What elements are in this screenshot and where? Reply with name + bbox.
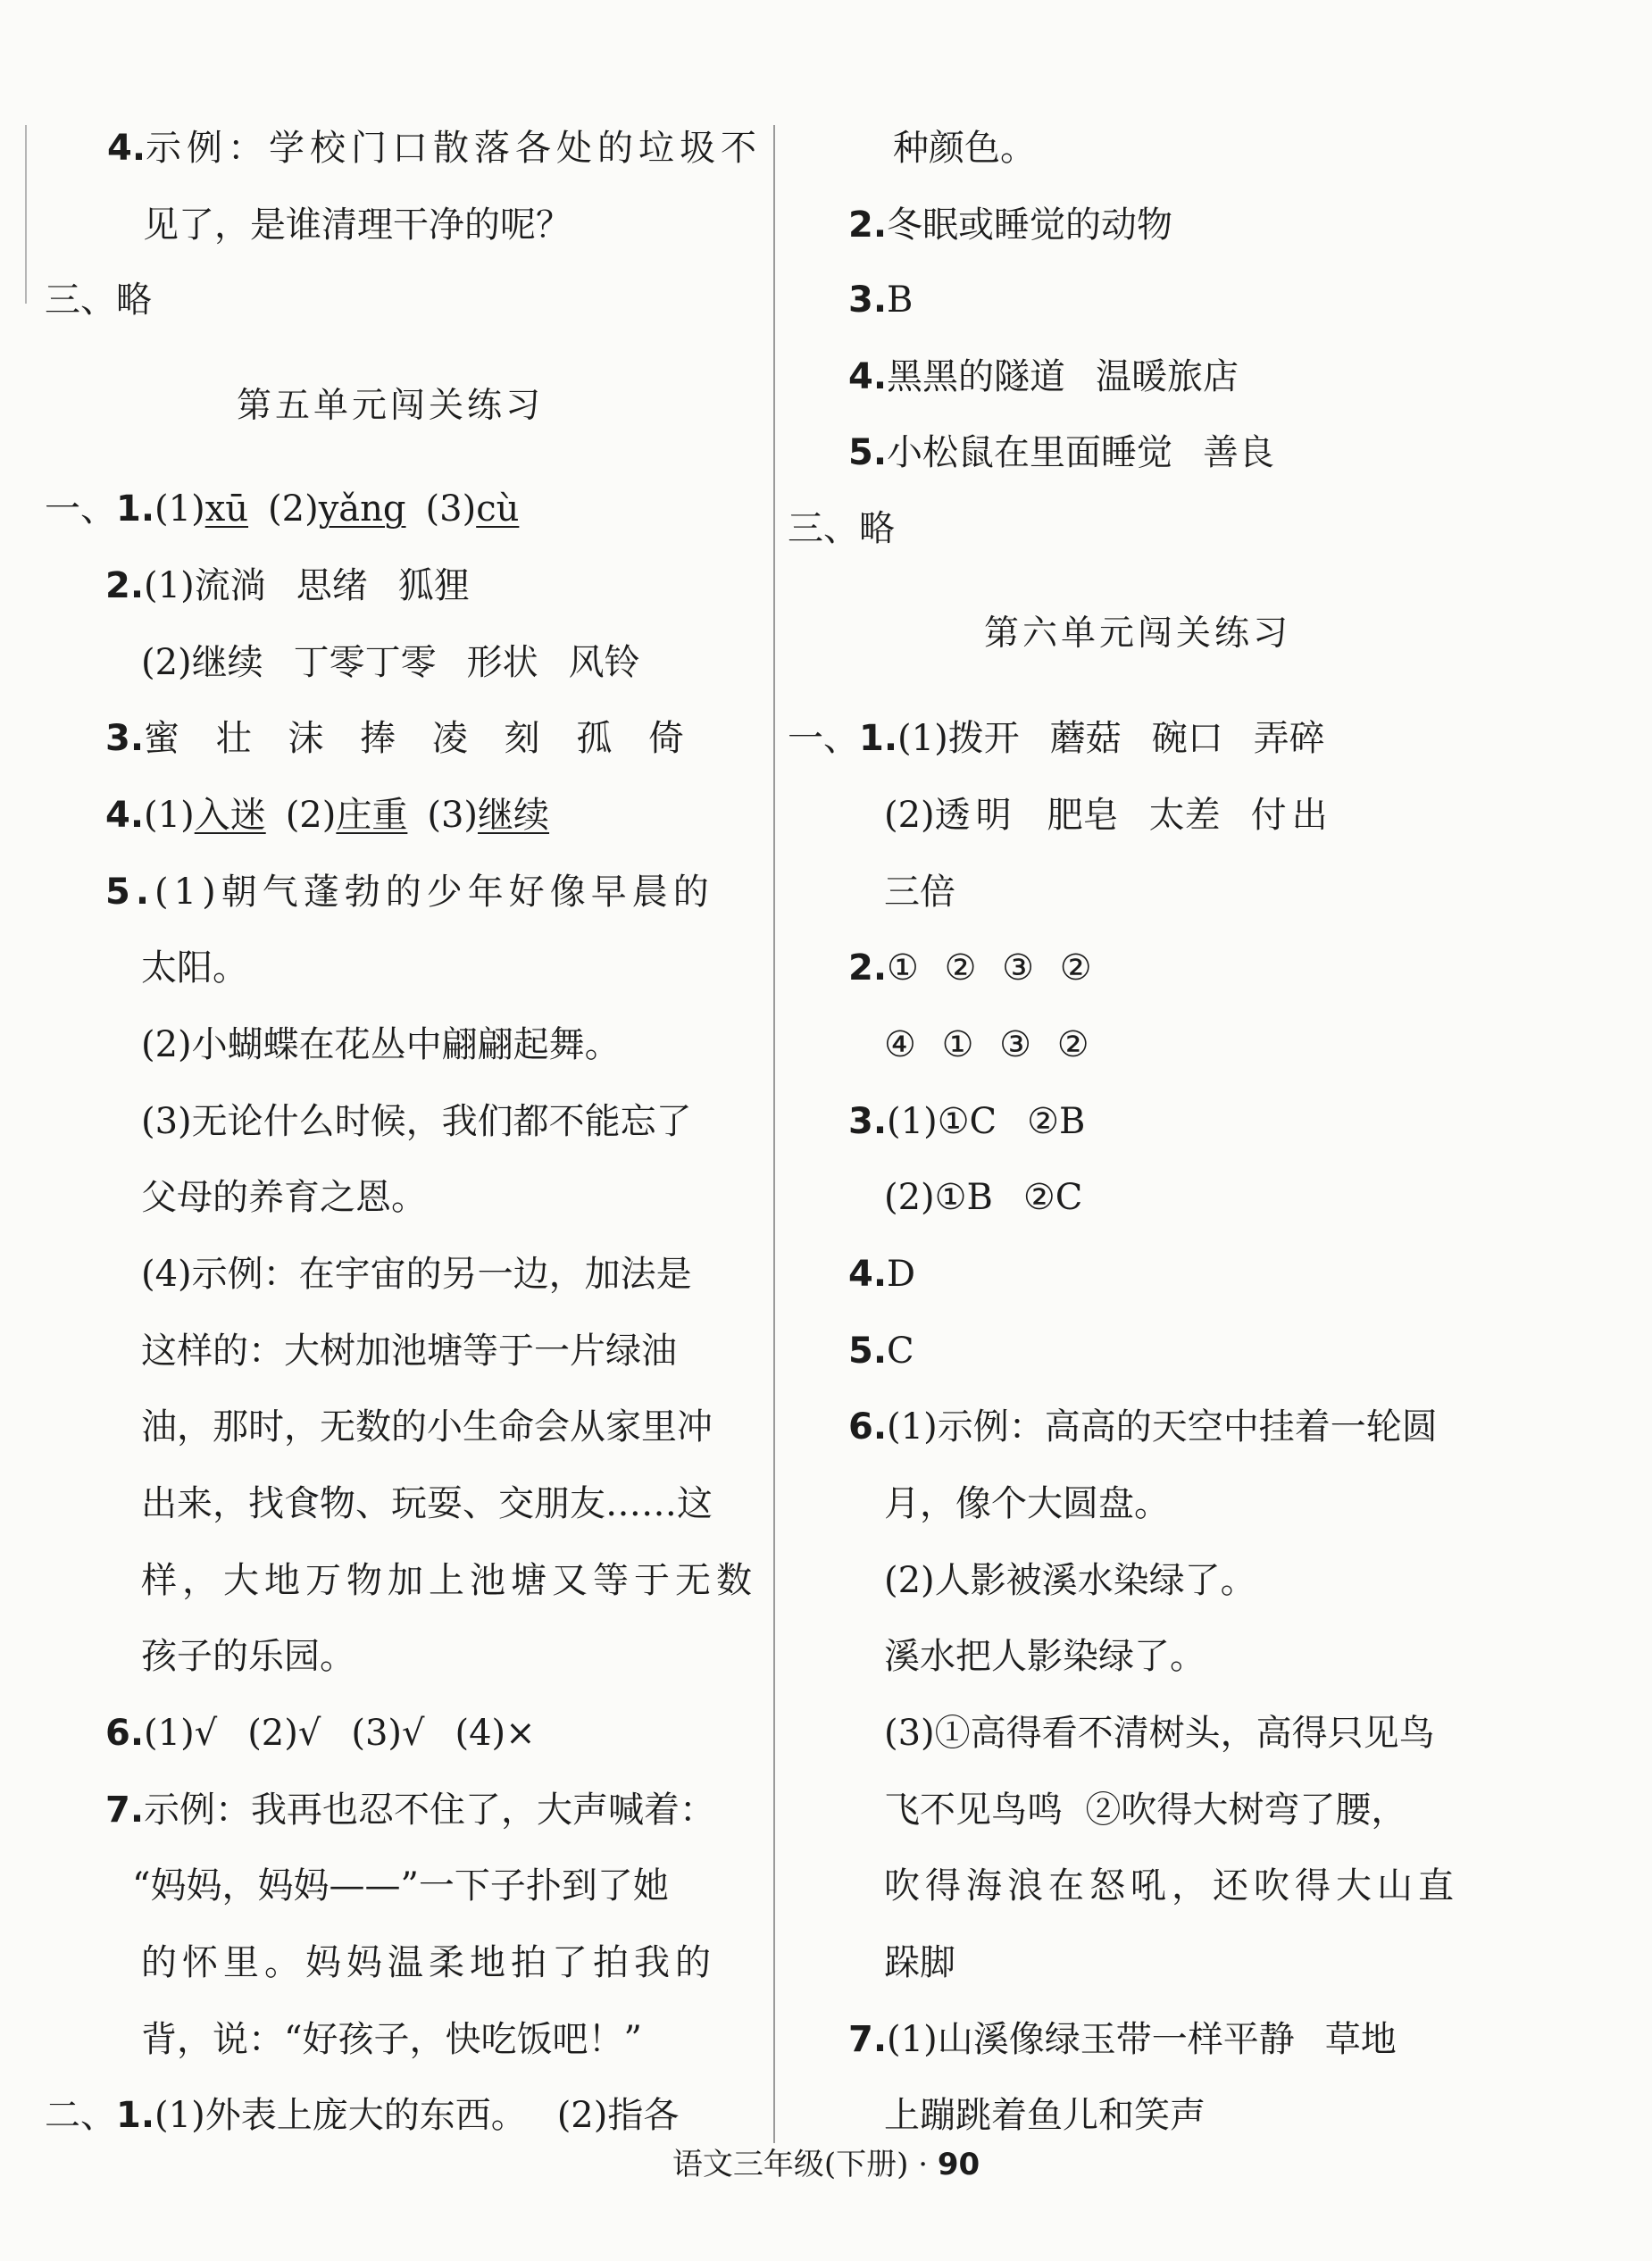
sub-label: (1) [144,795,195,836]
pinyin-answer: cù [476,488,520,530]
word-answer: 流淌 [194,565,266,606]
answer-line: 上蹦跳着鱼儿和笑声 [884,2095,1206,2136]
answer-text: D [887,1254,916,1295]
sub-label: (3) [425,488,477,530]
answer-line: (4)示例：在宇宙的另一边，加法是 [141,1254,692,1295]
item-number: 4. [848,1254,888,1295]
word-answer: 继续 [478,795,550,836]
answer-line: 父母的养育之恩。 [141,1177,427,1218]
answer-text: (1)①C [887,1101,997,1142]
sub-label: (1) [897,718,948,759]
answer-line: 这样的：大树加池塘等于一片绿油 [141,1331,677,1372]
answer-line [884,788,1333,842]
word-answer: 庄重 [336,795,408,836]
answer-line: 的怀里。妈妈温柔地拍了拍我的 [141,1942,716,1983]
item-number: 3. [848,279,888,321]
answer-text: ②B [1027,1101,1086,1142]
word-answer: 形状 [466,642,538,683]
word-answer: 蘑菇 [1049,718,1122,759]
item-number: 3. [105,718,145,759]
answer-line: 溪水把人影染绿了。 [884,1636,1206,1677]
word-answer: 拨开 [947,718,1020,759]
sub-label: (1) [154,488,205,530]
word-answer: 碗口 [1151,718,1223,759]
answer-text: 示例：我再也忍不住了，大声喊着： [144,1790,716,1831]
answer-line: 吹得海浪在怒吼，还吹得大山直 [884,1865,1459,1906]
answer-line [107,121,762,175]
answer-line [105,1706,536,1760]
item-number: 1. [116,2095,155,2136]
sub-label: (2) [268,488,319,530]
section-answer: 三、略 [788,508,895,549]
footer-label: 语文三年级(下册) [672,2147,909,2182]
answer-line [848,198,1172,252]
item-number: 4. [848,356,888,397]
answer-line: 样，大地万物加上池塘又等于无数 [141,1560,757,1601]
sub-label: (2) [285,795,337,836]
item-number: 3. [848,1101,888,1142]
sub-label: (3) [427,795,479,836]
answer-line: 飞不见鸟鸣 ②吹得大树弯了腰， [884,1790,1407,1831]
answer-text: C [887,1331,914,1372]
answer-line: 种颜色。 [893,128,1036,169]
item-number: 4. [107,128,146,169]
answer-line [45,2089,679,2142]
word-answer: 付出 [1250,795,1333,836]
margin-mark [25,125,27,304]
item-number: 5. [105,872,155,913]
item-number: 7. [105,1790,145,1831]
answer-text: (2)①B [884,1177,993,1218]
word-answer: 弄碎 [1253,718,1325,759]
answer-line [105,712,697,765]
answer-line: 月，像个大圆盘。 [884,1483,1170,1524]
word-answer: 狐狸 [397,565,470,606]
word-answer: 透明 [934,795,1017,836]
section-prefix: 一、 [45,488,116,530]
item-number: 5. [848,432,888,473]
word-answer: 太差 [1148,795,1221,836]
word-answer: 入迷 [194,795,266,836]
answer-line: (3)①高得看不清树头，高得只见鸟 [884,1713,1435,1754]
answer-line: 见了，是谁清理干净的呢？ [143,204,572,246]
answer-line [105,788,549,842]
answer-text: (1)山溪像绿玉带一样平静 [887,2019,1295,2060]
answer-line [788,712,1325,765]
answer-text: 温暖旅店 [1096,356,1239,397]
item-number: 6. [105,1713,145,1754]
sub-label: (2) [141,642,192,683]
word-answer: 肥皂 [1047,795,1119,836]
answer-line [884,1171,1082,1224]
answer-line: 油，那时，无数的小生命会从家里冲 [141,1406,713,1448]
answer-text: ②C [1022,1177,1083,1218]
word-answer: 继续 [191,642,263,683]
answer-line: (2)人影被溪水染绿了。 [884,1560,1256,1601]
answer-text: 蜜 壮 沫 捧 凌 刻 孤 倚 [144,718,697,759]
answer-text: B [887,279,914,321]
item-number: 2. [105,565,145,606]
judge-answer: (3)√ [351,1713,425,1754]
answer-line [848,1095,1085,1148]
item-number: 5. [848,1331,888,1372]
answer-text: (1)示例：高高的天空中挂着一轮圆 [887,1406,1438,1448]
answer-text: 草地 [1324,2019,1397,2060]
section-heading: 第六单元闯关练习 [984,613,1292,654]
answer-line: 跺脚 [884,1942,955,1983]
footer-separator: · [918,2147,928,2182]
answer-text: (2)指各 [556,2095,680,2136]
answer-line [141,636,640,689]
answer-line [848,350,1239,404]
answer-line [848,1247,915,1301]
answer-line: (3)无论什么时候，我们都不能忘了 [141,1101,692,1142]
answer-line [105,559,470,613]
word-answer: 风铃 [568,642,640,683]
sub-label: (1) [144,565,195,606]
answer-line: (2)小蝴蝶在花丛中翩翩起舞。 [141,1024,621,1065]
item-number: 1. [116,488,155,530]
answer-line [848,273,913,327]
answer-line: ④ ① ③ ② [884,1024,1097,1065]
answer-text: 黑黑的隧道 [887,356,1066,397]
answer-line [105,865,714,919]
judge-answer: (4)× [455,1713,536,1754]
item-number: 7. [848,2019,888,2060]
answer-line [848,941,1099,995]
column-divider [773,125,775,2143]
answer-line [848,1324,914,1378]
answer-line: “妈妈，妈妈——”一下子扑到了她 [132,1865,669,1906]
judge-answer: (1)√ [144,1713,218,1754]
answer-line: 三倍 [884,872,955,913]
item-number: 4. [105,795,145,836]
answer-text: 冬眠或睡觉的动物 [887,204,1173,246]
answer-line [848,426,1274,480]
section-prefix: 一、 [788,718,859,759]
answer-line: 出来，找食物、玩耍、交朋友……这 [141,1483,713,1524]
section-answer: 三、略 [45,279,152,321]
judge-answer: (2)√ [247,1713,321,1754]
page-footer [0,2143,1652,2186]
answer-text: ① ② ③ ② [887,947,1099,989]
answer-text: (1)外表上庞大的东西。 [154,2095,527,2136]
item-number: 2. [848,204,888,246]
answer-text: 善良 [1203,432,1275,473]
answer-text: (1)朝气蓬勃的少年好像早晨的 [154,872,714,913]
item-number: 2. [848,947,888,989]
answer-line [45,482,519,536]
sub-label: (2) [884,795,935,836]
answer-line: 背，说：“好孩子，快吃饭吧！” [141,2019,642,2060]
answer-line [848,2013,1397,2066]
answer-line [105,1783,715,1837]
word-answer: 思绪 [296,565,368,606]
item-number: 6. [848,1406,888,1448]
answer-line: 太阳。 [141,947,248,989]
answer-line: 孩子的乐园。 [141,1636,355,1677]
word-answer: 丁零丁零 [293,642,437,683]
answer-text: 小松鼠在里面睡觉 [887,432,1173,473]
page-number: 90 [937,2147,980,2182]
answer-line [848,1400,1438,1454]
pinyin-answer: yǎng [318,488,406,530]
section-prefix: 二、 [45,2095,116,2136]
item-number: 1. [859,718,898,759]
pinyin-answer: xū [204,488,249,530]
section-heading: 第五单元闯关练习 [237,386,545,426]
answer-text: 示例：学校门口散落各处的垃圾不 [146,128,763,169]
